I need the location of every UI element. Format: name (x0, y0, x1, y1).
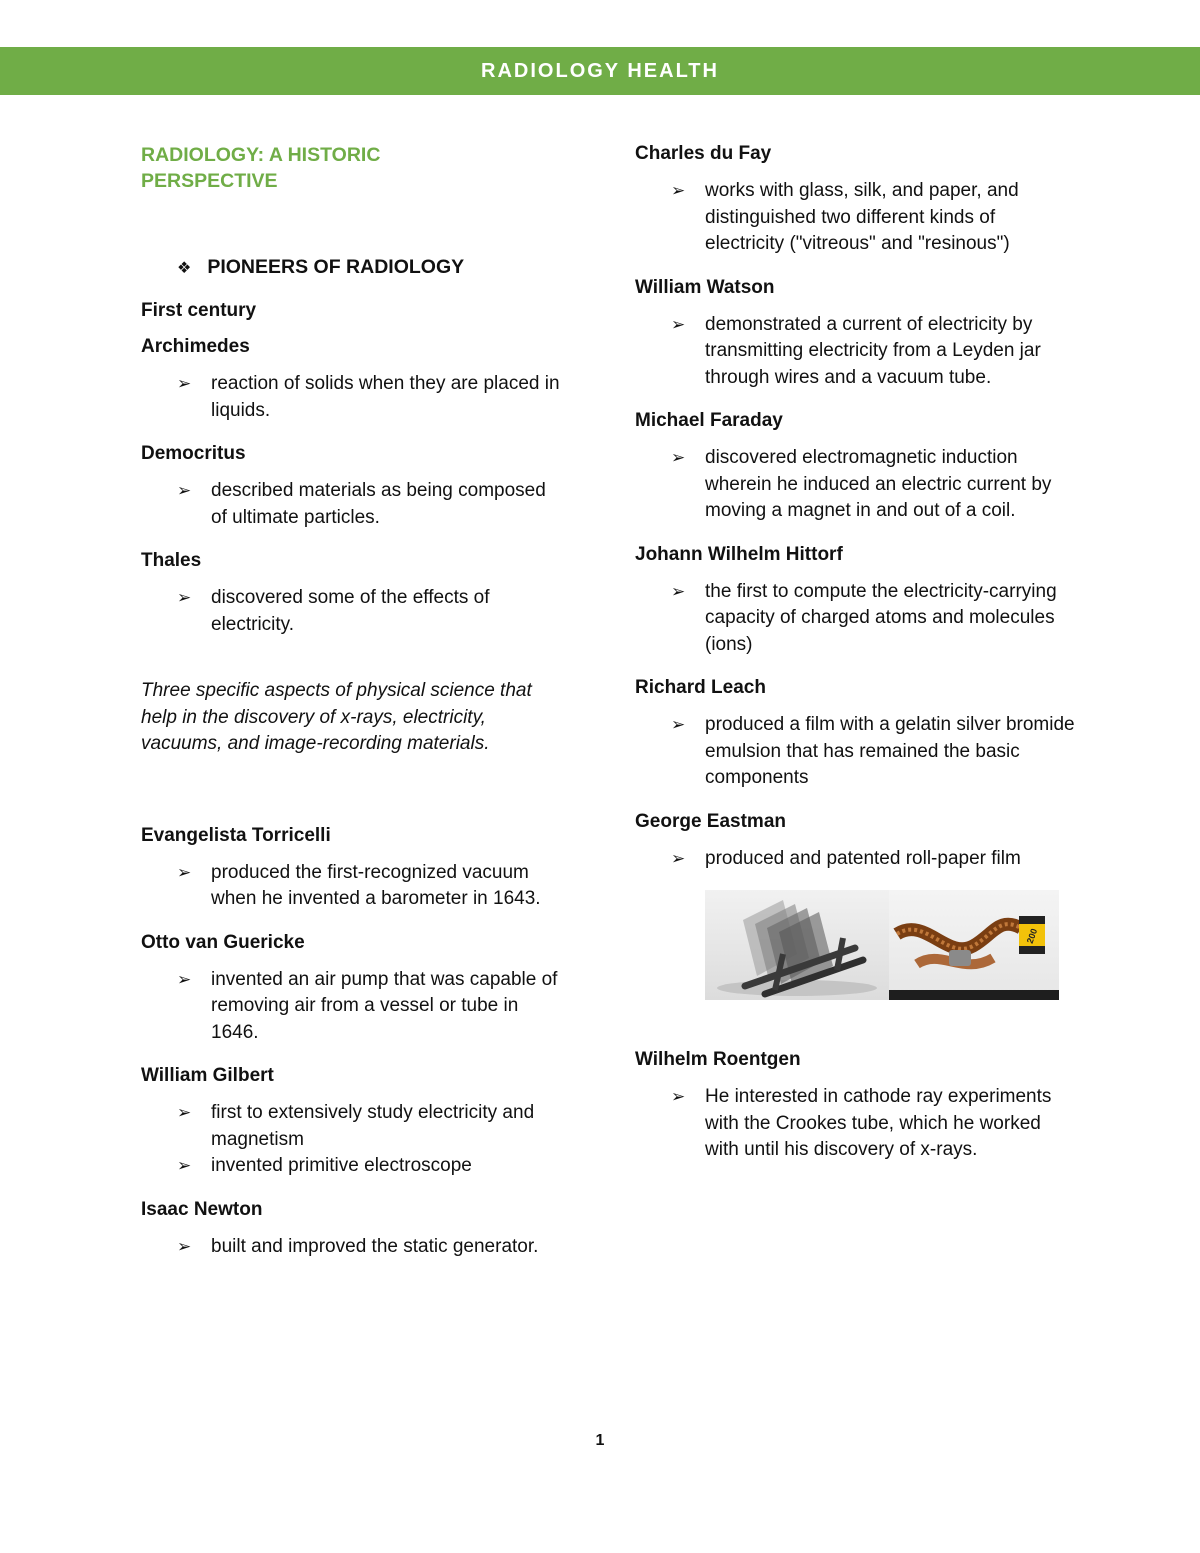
bullet-list-eastman (635, 846, 1075, 873)
roll-film-illustration (889, 890, 1059, 1000)
pioneer-name-newton: Isaac Newton (141, 1198, 263, 1220)
arrow-bullet-icon: ➢ (177, 1103, 192, 1122)
pioneer-name-hittorf: Johann Wilhelm Hittorf (635, 543, 843, 565)
arrow-bullet-icon: ➢ (671, 181, 686, 200)
bullet-list-leach (635, 712, 1075, 792)
bullet-list-watson (635, 312, 1075, 392)
list-item (141, 1100, 561, 1153)
bullet-text: invented primitive electroscope (211, 1155, 472, 1176)
list-item (141, 478, 561, 531)
pioneer-name-thales: Thales (141, 550, 202, 571)
four-diamond-bullet-icon: ❖ (177, 259, 192, 277)
document-title-line-2: PERSPECTIVE (141, 170, 278, 192)
bullet-list-guericke (141, 967, 561, 1047)
document-title-line-1: RADIOLOGY: A HISTORIC (141, 144, 381, 166)
subheading-first-century: First century (141, 300, 257, 321)
bullet-list-faraday (635, 445, 1075, 525)
arrow-bullet-icon: ➢ (671, 715, 686, 734)
arrow-bullet-icon: ➢ (177, 1156, 192, 1175)
bullet-text: produced a film with a gelatin silver bromide emulsion that has remained the basic components (705, 714, 1075, 788)
bullet-list-newton (141, 1234, 561, 1261)
list-item (141, 1153, 561, 1180)
arrow-bullet-icon: ➢ (671, 1087, 686, 1106)
page-number: 1 (595, 1432, 605, 1449)
arrow-bullet-icon: ➢ (177, 862, 192, 882)
pioneer-name-roentgen: Wilhelm Roentgen (635, 1049, 801, 1070)
list-item (141, 967, 561, 1047)
film-photos (705, 890, 1059, 1000)
pioneer-name-archimedes: Archimedes (141, 336, 250, 357)
list-item (635, 846, 1075, 873)
bullet-text: He interested in cathode ray experiments with the Crookes tube, which he worked with until his discovery of x-rays. (705, 1086, 1052, 1160)
bullet-text: demonstrated a current of electricity by transmitting electricity from a Leyden jar through wires and a vacuum tube. (705, 313, 1041, 388)
bullet-text: discovered some of the effects of electricity. (211, 587, 490, 635)
arrow-bullet-icon: ➢ (177, 969, 192, 989)
bullet-list-torricelli (141, 860, 561, 913)
section-heading-text: PIONEERS OF RADIOLOGY (207, 256, 465, 278)
list-item (141, 860, 561, 913)
roll-film-photo (889, 890, 1059, 1000)
list-item (141, 1234, 561, 1261)
arrow-bullet-icon: ➢ (177, 1236, 192, 1256)
list-item (635, 579, 1075, 659)
bullet-list-roentgen (635, 1084, 1075, 1164)
list-item (635, 712, 1075, 792)
bullet-list-dufay (635, 178, 1075, 258)
left-column (141, 142, 561, 1278)
glass-plate-rack-photo (705, 890, 889, 1000)
list-item (635, 312, 1075, 392)
list-item (635, 445, 1075, 525)
list-item (141, 585, 561, 638)
arrow-bullet-icon: ➢ (177, 374, 192, 393)
list-item (141, 371, 561, 424)
pioneer-name-watson: William Watson (635, 276, 775, 298)
bullet-list-thales (141, 585, 561, 638)
list-item (635, 178, 1075, 258)
pioneer-name-dufay: Charles du Fay (635, 143, 772, 164)
arrow-bullet-icon: ➢ (177, 481, 192, 500)
pioneer-name-democritus: Democritus (141, 443, 246, 464)
bullet-list-hittorf (635, 579, 1075, 659)
arrow-bullet-icon: ➢ (671, 314, 686, 334)
bullet-text: reaction of solids when they are placed in liquids. (211, 373, 560, 421)
bullet-list-democritus (141, 478, 561, 531)
bullet-text: the first to compute the electricity-carrying capacity of charged atoms and molecules (ions) (705, 580, 1057, 655)
arrow-bullet-icon: ➢ (671, 848, 686, 868)
pioneer-name-faraday: Michael Faraday (635, 410, 783, 431)
header-banner (0, 47, 1200, 95)
pioneer-name-eastman: George Eastman (635, 810, 786, 832)
right-column (635, 142, 1075, 1182)
italic-note: Three specific aspects of physical science that help in the discovery of x-rays, electricity, vacuums, and image-recording materials. (141, 680, 532, 754)
bullet-text: described materials as being composed of ultimate particles. (211, 480, 546, 528)
pioneer-name-guericke: Otto van Guericke (141, 931, 305, 953)
bullet-text: produced and patented roll-paper film (705, 847, 1021, 869)
photo-caption-bar (889, 990, 1059, 1000)
bullet-list-gilbert (141, 1100, 561, 1180)
bullet-text: works with glass, silk, and paper, and distinguished two different kinds of electricity ("vitreous" and "resinous") (705, 180, 1019, 254)
bullet-text: invented an air pump that was capable of removing air from a vessel or tube in 1646. (211, 968, 558, 1043)
arrow-bullet-icon: ➢ (671, 581, 686, 601)
bullet-text: first to extensively study electricity and magnetism (211, 1102, 535, 1150)
bullet-text: discovered electromagnetic induction wherein he induced an electric current by moving a magnet in and out of a coil. (705, 447, 1052, 521)
bullet-list-archimedes (141, 371, 561, 424)
list-item (635, 1084, 1075, 1164)
header-title: RADIOLOGY HEALTH (481, 59, 719, 82)
pioneer-name-gilbert: William Gilbert (141, 1065, 274, 1086)
pioneer-name-torricelli: Evangelista Torricelli (141, 824, 331, 846)
glass-plate-rack-illustration (705, 890, 889, 1000)
arrow-bullet-icon: ➢ (671, 448, 686, 467)
bullet-text: produced the first-recognized vacuum when he invented a barometer in 1643. (211, 861, 541, 909)
film-can-label: 200 (1024, 927, 1040, 945)
bullet-text: built and improved the static generator. (211, 1235, 539, 1257)
document-title (141, 142, 561, 194)
section-heading (177, 256, 561, 279)
arrow-bullet-icon: ➢ (177, 588, 192, 607)
pioneer-name-leach: Richard Leach (635, 677, 766, 698)
